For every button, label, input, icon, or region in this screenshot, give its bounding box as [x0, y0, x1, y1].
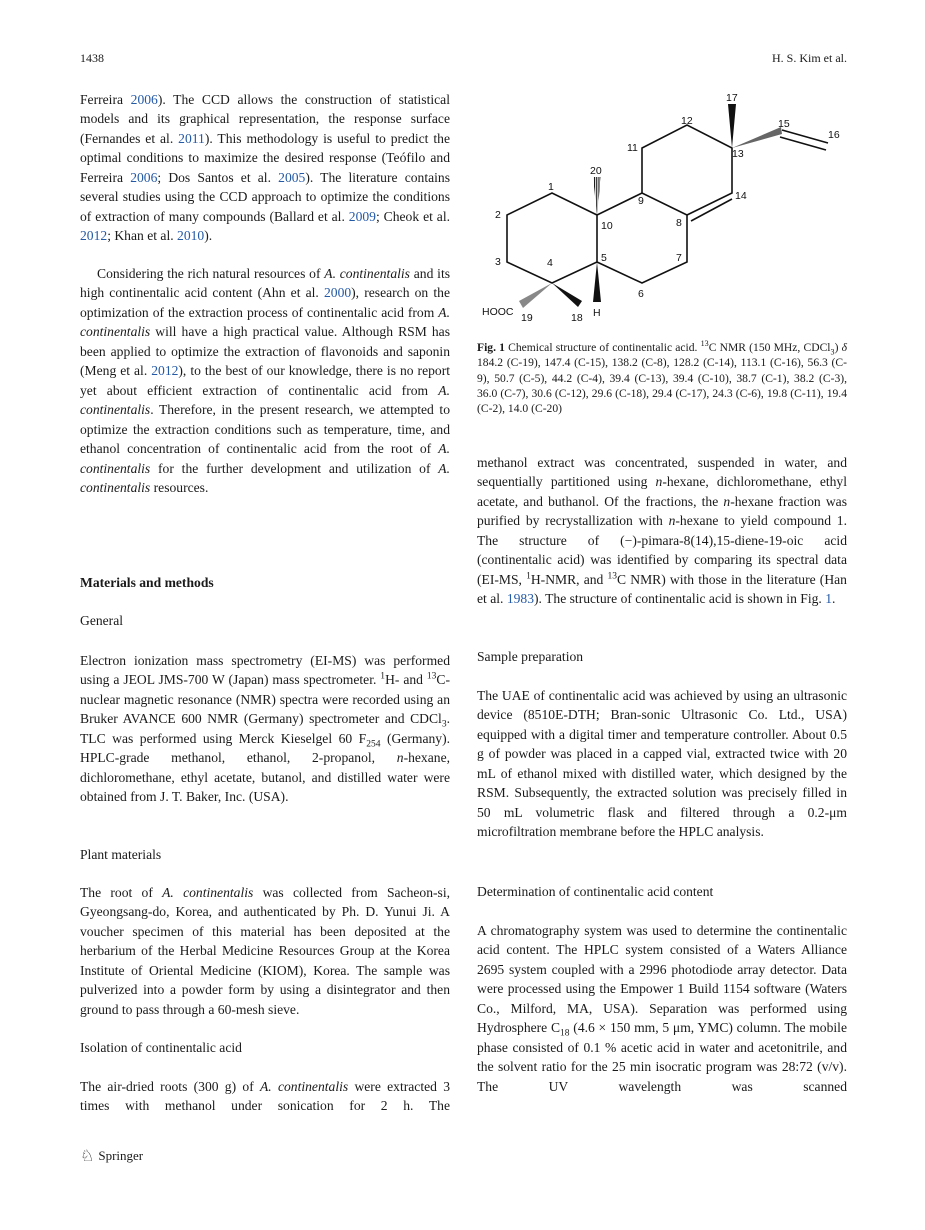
citation-link[interactable]: 1 [825, 591, 833, 607]
italic-text: A. continentalis [80, 382, 450, 418]
superscript: 1 [526, 571, 531, 582]
subsection-heading-general: General [80, 613, 124, 628]
subscript: 3 [830, 347, 835, 357]
bonds [507, 125, 828, 283]
atom-label: 17 [726, 92, 738, 104]
italic-text: A. continentalis [162, 885, 254, 900]
publisher-name: Springer [98, 1148, 144, 1163]
bold-label: Fig. 1 [477, 341, 505, 354]
atom-label: 10 [601, 220, 613, 232]
paragraph-plant: The root of A. continentalis was collected from Sacheon-si, Gyeongsang-do, Korea, and authenticated by Ph. D. Yunui Ji. A voucher specimen of this material has been deposited at the herbarium of the Herbal Medicine Resources Group at the Korea Institute of Oriental Medicine (KIOM), Korea. The sample was pulverized into a powder form by using a disintegrator and then ground to pass through a 60-mesh sieve. [80, 885, 450, 1017]
running-header-authors: H. S. Kim et al. [772, 51, 847, 65]
citation-link[interactable]: 2006 [130, 92, 158, 107]
paragraph-general: Electron ionization mass spectrometry (EI-MS) was performed using a JEOL JMS-700 W (Japan) mass spectrometer. $^1$H- and $^{13}$C-nuclear magnetic resonance (NMR) spectra were recorded using an Bruker AVANCE 600 NMR (Germany) spectrometer and CDCl$_3$. TLC was performed using Merck Kieselgel 60 $F_{254}$ (Germany). HPLC-grade methanol, ethanol, 2-propanol, n-hexane, dichloromethane, ethyl acetate, butanol, and distilled water were obtained from J. T. Baker, Inc. (USA). [80, 653, 450, 805]
paragraph-isolation-cont: methanol extract was concentrated, suspended in water, and sequentially partitioned using n-hexane, dichloromethane, ethyl acetate, and buthanol. Of the fractions, the n-hexane fraction was purified by recrystallization with n-hexane to yield compound 1. The structure of (−)-pimara-8(14),15-diene-19-oic acid (continentalic acid) was identified by comparing its spectral data (EI-MS, $^1$H-NMR, and $^{13}$C NMR) with those in the literature (Han et al. 1983). The structure of continentalic acid is shown in Fig. 1. [477, 455, 848, 607]
citation-link[interactable]: 2011 [178, 130, 205, 146]
wedge-c18 [552, 283, 582, 307]
superscript: 13 [607, 571, 618, 582]
superscript: 1 [380, 671, 386, 682]
atom-labels [482, 92, 840, 324]
springer-horse-icon: ♘ [80, 1148, 95, 1165]
atom-label: 6 [638, 288, 644, 300]
atom-label: 4 [547, 257, 553, 269]
section-heading-materials: Materials and methods [80, 575, 214, 590]
subsection-heading-isolation: Isolation of continentalic acid [80, 1040, 242, 1055]
wedge-h5 [593, 262, 601, 302]
hash-c19 [519, 283, 552, 308]
subsection-heading-sample: Sample preparation [477, 649, 584, 664]
italic-text: n [396, 750, 404, 766]
atom-label: 18 [571, 312, 583, 324]
atom-label: 12 [681, 115, 693, 127]
citation-link[interactable]: 2005 [278, 169, 306, 185]
wedge-c17 [728, 104, 736, 148]
paragraph-ccd: Ferreira 2006). The CCD allows the construction of statistical models and its graphical representation, the response surface (Fernandes et al. 2011). This methodology is useful to predict the optimal conditions to maximize the desired response (Teófilo and Ferreira 2006; Dos Santos et al. 2005). The literature contains several studies using the CCD approach to optimize the conditions of extraction of many compounds (Ballard et al. 2009; Cheok et al. 2012; Khan et al. 2010). [80, 92, 451, 244]
atom-label: 3 [495, 256, 501, 268]
superscript: 13 [426, 671, 437, 682]
atom-label: HOOC [482, 306, 514, 318]
figure-caption: Fig. 1 Chemical structure of continentalic acid. $^{13}$C NMR (150 MHz, CDCl$_3$) δ 184.2 (C-19), 147.4 (C-15), 138.2 (C-8), 128.2 (C-14), 113.1 (C-16), 56.3 (C-9), 50.7 (C-5), 44.2 (C-4), 39.4 (C-13), 39.4 (C-10), 38.7 (C-1), 38.2 (C-3), 36.0 (C-7), 30.6 (C-12), 29.6 (C-18), 29.4 (C-17), 24.3 (C-6), 19.8 (C-11), 19.4 (C-2), 14.0 (C-20) [477, 339, 847, 416]
page-number: 1438 [80, 51, 104, 65]
citation-link[interactable]: 2012 [80, 228, 108, 244]
atom-label: 13 [732, 148, 744, 160]
citation-link[interactable]: 2006 [130, 169, 158, 185]
atom-label: 14 [735, 190, 747, 202]
italic-text: n [655, 474, 663, 490]
atom-label: H [593, 307, 601, 319]
hash-c20 [593, 177, 601, 215]
atom-label: 20 [590, 165, 602, 177]
atom-label: 9 [638, 195, 644, 207]
italic-text: n [723, 493, 731, 509]
atom-label: 16 [828, 129, 840, 141]
subsection-heading-determination: Determination of continentalic acid content [477, 884, 714, 899]
hash-c15 [732, 127, 782, 148]
superscript: 13 [700, 339, 709, 349]
atom-label: 15 [778, 118, 790, 130]
atom-label: 19 [521, 312, 533, 324]
citation-link[interactable]: 2009 [348, 208, 376, 224]
italic-text: A. continentalis [80, 441, 450, 476]
subscript: 3 [441, 720, 447, 731]
subscript: 18 [560, 1028, 570, 1039]
italic-text: δ [841, 341, 847, 354]
citation-link[interactable]: 2010 [177, 228, 205, 244]
atom-label: 5 [601, 252, 607, 264]
paragraph-isolation: The air-dried roots (300 g) of A. continentalis were extracted 3 times with methanol under sonication for 2 h. The [80, 1079, 450, 1114]
atom-label: 2 [495, 209, 501, 221]
atom-label: 11 [627, 142, 638, 154]
chemical-structure-figure [470, 80, 860, 340]
subsection-heading-plant: Plant materials [80, 847, 162, 862]
italic-text: A. continentalis [259, 1079, 349, 1094]
paragraph-determination: A chromatography system was used to determine the continentalic acid content. The HPLC system consisted of a Waters Alliance 2695 system coupled with a 2996 photodiode array detector. Data were processed using the Empower 1 Build 1154 software (Waters Co., Milford, MA, USA). Separation was performed using Hydrosphere $C_{18}$ (4.6 × 150 mm, 5 μm, YMC) column. The mobile phase consisted of 0.1 % acetic acid in water and acetonitrile, and the solvent ratio for the 25 min isocratic program was 28:72 (v/v). The UV wavelength was scanned [477, 923, 847, 1094]
citation-link[interactable]: 2012 [151, 363, 179, 379]
atom-label: 1 [548, 181, 554, 193]
publisher-logo [80, 1146, 143, 1166]
italic-text: A. continentalis [80, 460, 450, 495]
paragraph-sample: The UAE of continentalic acid was achieved by using an ultrasonic device (8510E-DTH; Bran-sonic Ultrasonic Co. Ltd., USA) equipped with a digital timer and temperature controller. About 0.5 g of powder was placed in a capped vial, extracted twice with 20 mL of ethanol mixed with distilled water, which designed by the RSM. Subsequently, the extracted solution was precisely filled in 50 mL volumetric flask and filtered through a 0.2-μm microfiltration membrane before the HPLC analysis. [477, 688, 847, 840]
citation-link[interactable]: 1983 [506, 591, 535, 607]
italic-text: A. continentalis [324, 266, 410, 281]
paragraph-considering: Considering the rich natural resources of A. continentalis and its high continentalic acid content (Ahn et al. 2000), research on the optimization of the extraction process of continentalic acid from A. continentalis will have a high practical value. Although RSM has been applied to optimize the extraction of flavonoids and saponin (Meng et al. 2012), to the best of our knowledge, there is no report yet about efficient extraction of continentalic acid from A. continentalis. Therefore, in the present research, we attempted to optimize the extraction conditions such as temperature, time, and ethanol concentration of continentalic acid from the root of A. continentalis for the further development and utilization of A. continentalis resources. [80, 266, 451, 495]
subscript: 254 [366, 739, 381, 750]
citation-link[interactable]: 2000 [323, 285, 352, 301]
atom-label: 7 [676, 252, 682, 264]
atom-label: 8 [676, 217, 682, 229]
italic-text: A. continentalis [80, 304, 450, 340]
italic-text: n [668, 513, 676, 529]
